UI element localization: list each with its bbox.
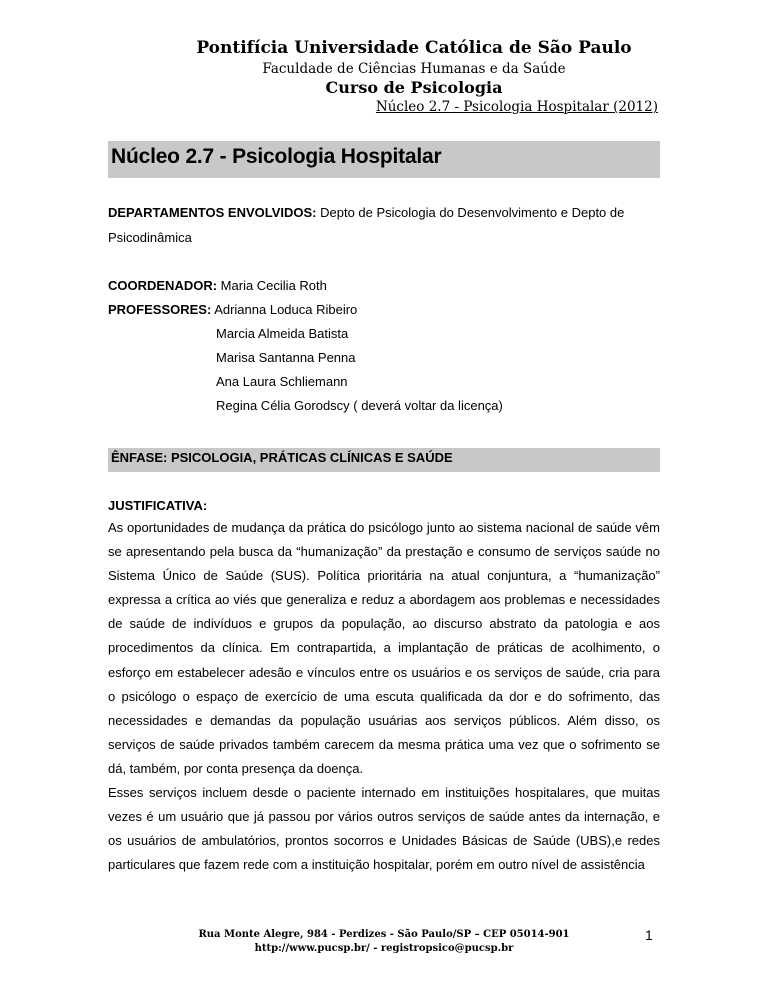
professors-line [108,298,660,322]
departments-line1 [108,201,660,225]
professor-name: Adrianna Loduca Ribeiro [211,302,358,317]
departments-value: Depto de Psicologia do Desenvolvimento e Depto de [316,205,625,220]
coordinator-line [108,274,660,298]
institution-name: Pontifícia Universidade Católica de São Paulo [196,38,632,58]
page-number: 1 [645,927,653,943]
departments-label: DEPARTAMENTOS ENVOLVIDOS: [108,205,317,220]
coordinator-label: COORDENADOR: [108,278,218,293]
professor-name: Marcia Almeida Batista [216,326,349,341]
professor-name: Marisa Santanna Penna [216,350,356,365]
emphasis-bar [108,448,660,472]
footer-contact: http://www.pucsp.br/ - registropsico@pucsp.br [254,943,514,954]
professor-name: Regina Célia Gorodscy ( deverá voltar da licença) [216,398,503,413]
justification-paragraph-2: Esses serviços incluem desde o paciente internado em instituições hospitalares, que muitas vezes é um usuário que já passou por vários outros serviços de saúde antes da internação, e os usuários de ambulatórios, prontos socorros e Unidades Básicas de Saúde (UBS),e redes particulares que fazem rede com a instituição hospitalar, porém em outro nível de assistência [108,785,660,873]
justification-heading: JUSTIFICATIVA: [108,498,208,513]
professors-label: PROFESSORES: [108,302,212,317]
justification-paragraph-1: As oportunidades de mudança da prática do psicólogo junto ao sistema nacional de saúde vêm se apresentando pela busca da “humanização” da prestação e consumo de serviços saúde no Sistema Único de Saúde (SUS). Política prioritária na atual conjuntura, a “humanização” expressa a crítica ao viés que generaliza e reduz a abordagem aos problemas e necessidades de saúde de indivíduos e grupos da população, ao discurso abstrato da patologia e aos procedimentos da clínica. Em contrapartida, a implantação de práticas de acolhimento, o esforço em estabelecer adesão e vínculos entre os usuários e os serviços de saúde, cria para o psicólogo o espaço de exercício de uma escuta qualificada da dor e do sofrimento, das necessidades e demandas da população usuárias aos serviços públicos. Além disso, os serviços de saúde privados também carecem da mesma prática uma vez que o sofrimento se dá, também, por conta presença da doença. [108,520,660,776]
justification-body [108,516,660,877]
footer-address: Rua Monte Alegre, 984 - Perdizes - São Paulo/SP – CEP 05014-901 [198,929,570,940]
emphasis-heading: ÊNFASE: PSICOLOGIA, PRÁTICAS CLÍNICAS E SAÚDE [111,450,453,465]
coordinator-value: Maria Cecilia Roth [217,278,327,293]
title-bar [108,141,660,178]
nucleo-reference: Núcleo 2.7 - Psicologia Hospitalar (2012) [375,99,658,115]
page-title: Núcleo 2.7 - Psicologia Hospitalar [111,145,442,168]
professor-name: Ana Laura Schliemann [216,374,348,389]
departments-line2: Psicodinâmica [108,230,192,245]
course-name: Curso de Psicologia [325,78,503,97]
faculty-name: Faculdade de Ciências Humanas e da Saúde [262,61,566,77]
